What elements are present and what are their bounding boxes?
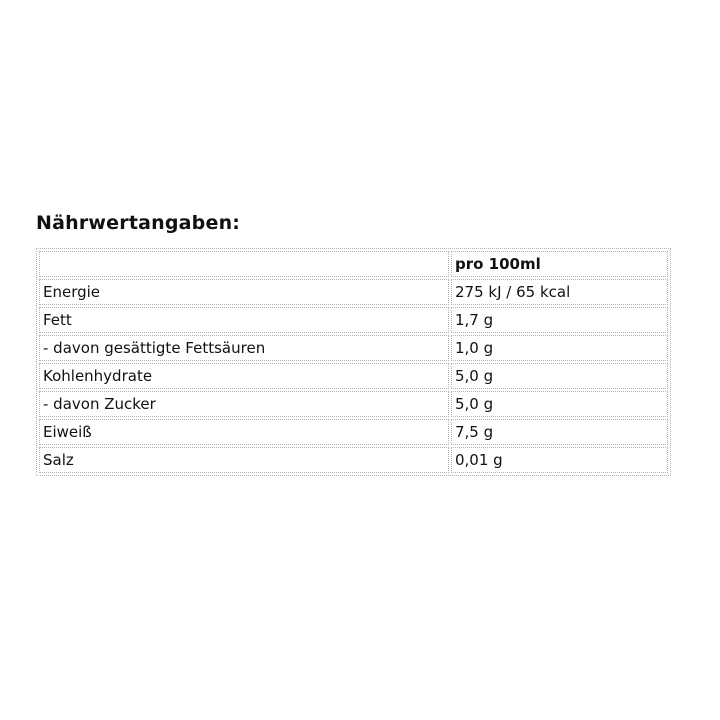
nutrient-value: 1,7 g: [451, 307, 668, 333]
table-row: [39, 447, 668, 473]
header-cell-value: pro 100ml: [451, 251, 668, 277]
nutrient-name: Eiweiß: [39, 419, 449, 445]
table-row: [39, 363, 668, 389]
nutrient-name: Fett: [39, 307, 449, 333]
nutrient-value: 5,0 g: [451, 363, 668, 389]
nutrient-value: 5,0 g: [451, 391, 668, 417]
page-title: Nährwertangaben:: [36, 212, 241, 234]
table-row: [39, 279, 668, 305]
nutrient-name: - davon gesättigte Fettsäuren: [39, 335, 449, 361]
nutrition-section: [36, 212, 670, 476]
nutrient-name: Kohlenhydrate: [39, 363, 449, 389]
table-row: [39, 335, 668, 361]
table-row: [39, 391, 668, 417]
nutrient-value: 0,01 g: [451, 447, 668, 473]
table-row: [39, 307, 668, 333]
nutrient-name: - davon Zucker: [39, 391, 449, 417]
nutrient-value: 1,0 g: [451, 335, 668, 361]
nutrient-value: 275 kJ / 65 kcal: [451, 279, 668, 305]
nutrient-name: Energie: [39, 279, 449, 305]
header-cell-name: [39, 251, 449, 277]
table-row: [39, 419, 668, 445]
nutrient-name: Salz: [39, 447, 449, 473]
table-header-row: [39, 251, 668, 277]
nutrient-value: 7,5 g: [451, 419, 668, 445]
nutrition-table: [36, 248, 671, 476]
